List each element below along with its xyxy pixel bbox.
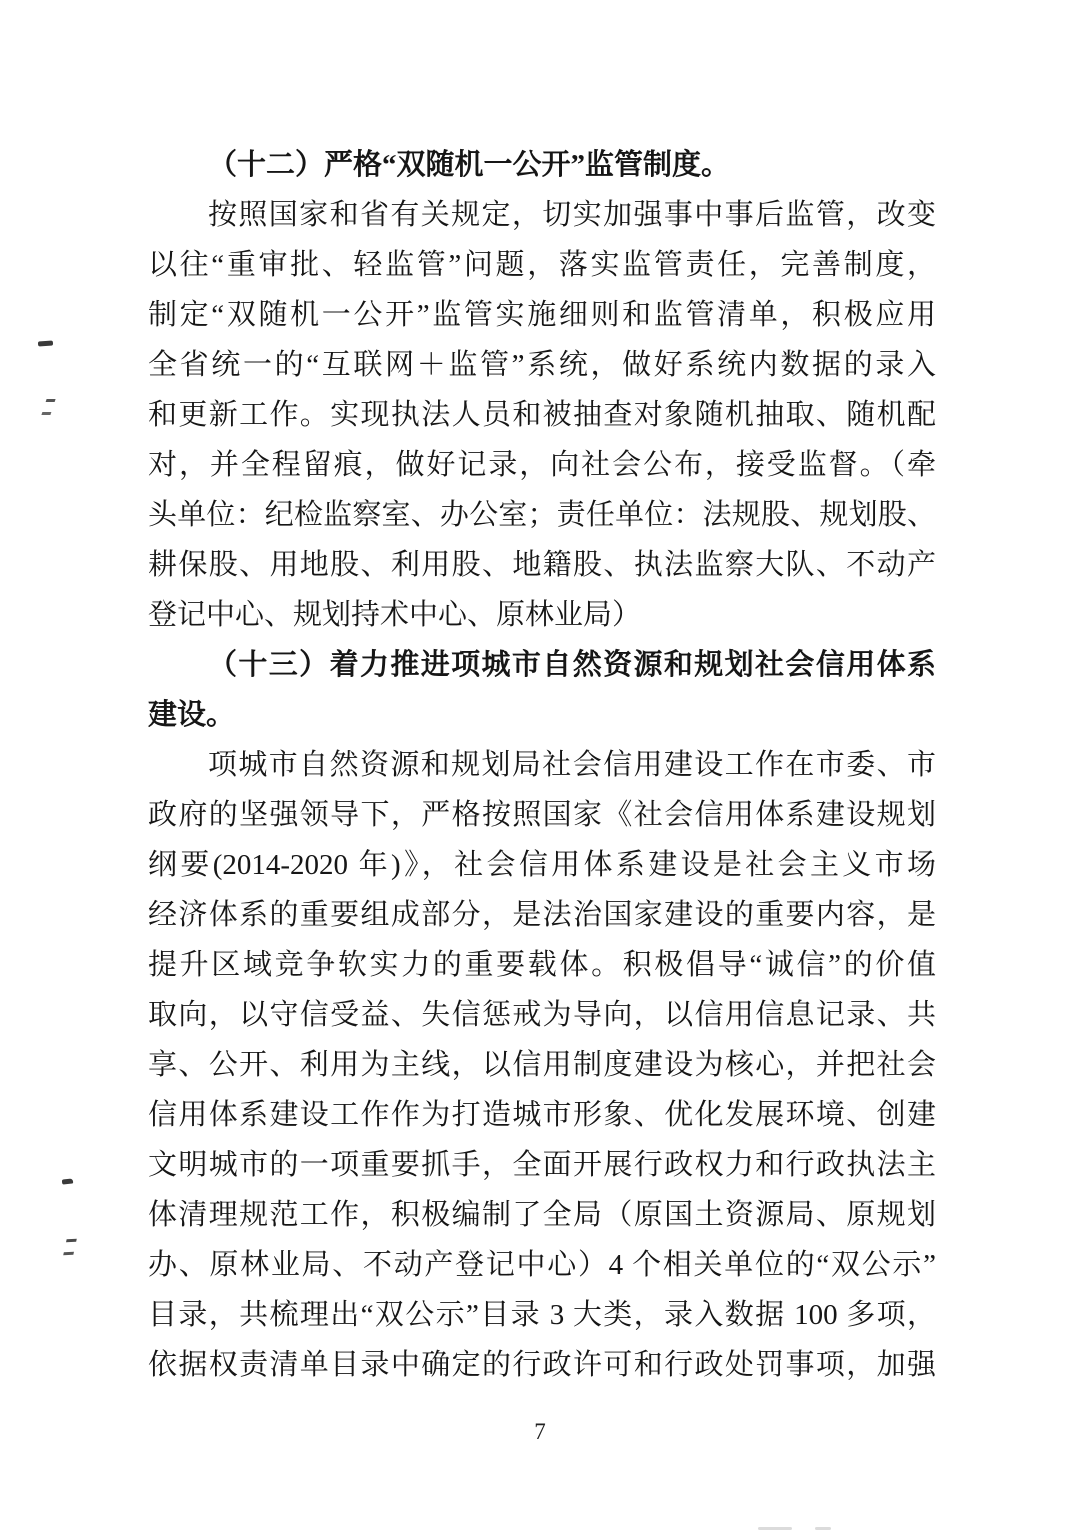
body-line: 体清理规范工作，积极编制了全局（原国土资源局、原规划 bbox=[148, 1199, 936, 1231]
scan-mark bbox=[62, 1178, 73, 1184]
body-line: 登记中心、规划持术中心、原林业局） bbox=[148, 599, 642, 631]
body-line: 文明城市的一项重要抓手，全面开展行政权力和行政执法主 bbox=[148, 1149, 936, 1181]
body-line: 纲要(2014-2020 年)》，社会信用体系建设是社会主义市场 bbox=[148, 849, 936, 881]
document-body bbox=[148, 140, 936, 1390]
scan-mark bbox=[63, 1239, 77, 1256]
body-line: 经济体系的重要组成部分，是法治国家建设的重要内容，是 bbox=[148, 899, 936, 931]
body-line: 目录，共梳理出“双公示”目录 3 大类，录入数据 100 多项， bbox=[148, 1299, 936, 1331]
body-line: 耕保股、用地股、利用股、地籍股、执法监察大队、不动产 bbox=[148, 549, 936, 581]
body-line: 提升区域竞争软实力的重要载体。积极倡导“诚信”的价值 bbox=[148, 949, 936, 981]
body-line: 享、公开、利用为主线，以信用制度建设为核心，并把社会 bbox=[148, 1049, 936, 1081]
scan-mark bbox=[38, 340, 53, 346]
scan-speck bbox=[758, 1527, 792, 1530]
body-line: 依据权责清单目录中确定的行政许可和行政处罚事项，加强 bbox=[148, 1349, 936, 1381]
body-line: 制定“双随机一公开”监管实施细则和监管清单，积极应用 bbox=[148, 299, 936, 331]
body-line: 政府的坚强领导下，严格按照国家《社会信用体系建设规划 bbox=[148, 799, 936, 831]
body-line: 信用体系建设工作作为打造城市形象、优化发展环境、创建 bbox=[148, 1099, 936, 1131]
body-line: 办、原林业局、不动产登记中心）4 个相关单位的“双公示” bbox=[148, 1249, 936, 1281]
heading-line: 建设。 bbox=[148, 699, 236, 731]
body-line: 取向，以守信受益、失信惩戒为导向，以信用信息记录、共 bbox=[148, 999, 936, 1031]
body-line: 全省统一的“互联网＋监管”系统，做好系统内数据的录入 bbox=[148, 349, 936, 381]
page-number: 7 bbox=[534, 1419, 546, 1444]
body-line: 头单位：纪检监察室、办公室；责任单位：法规股、规划股、 bbox=[148, 499, 936, 531]
heading-line: （十三）着力推进项城市自然资源和规划社会信用体系 bbox=[208, 649, 936, 681]
body-line: 和更新工作。实现执法人员和被抽查对象随机抽取、随机配 bbox=[148, 399, 936, 431]
scan-speck bbox=[815, 1527, 831, 1530]
scan-mark bbox=[41, 399, 55, 415]
body-line: 按照国家和省有关规定，切实加强事中事后监管，改变 bbox=[208, 199, 936, 231]
body-line: 以往“重审批、轻监管”问题，落实监管责任，完善制度， bbox=[148, 249, 936, 281]
body-line: 项城市自然资源和规划局社会信用建设工作在市委、市 bbox=[208, 749, 936, 781]
body-line: 对，并全程留痕，做好记录，向社会公布，接受监督。（牵 bbox=[148, 449, 936, 481]
heading-line: （十二）严格“双随机一公开”监管制度。 bbox=[208, 149, 731, 181]
